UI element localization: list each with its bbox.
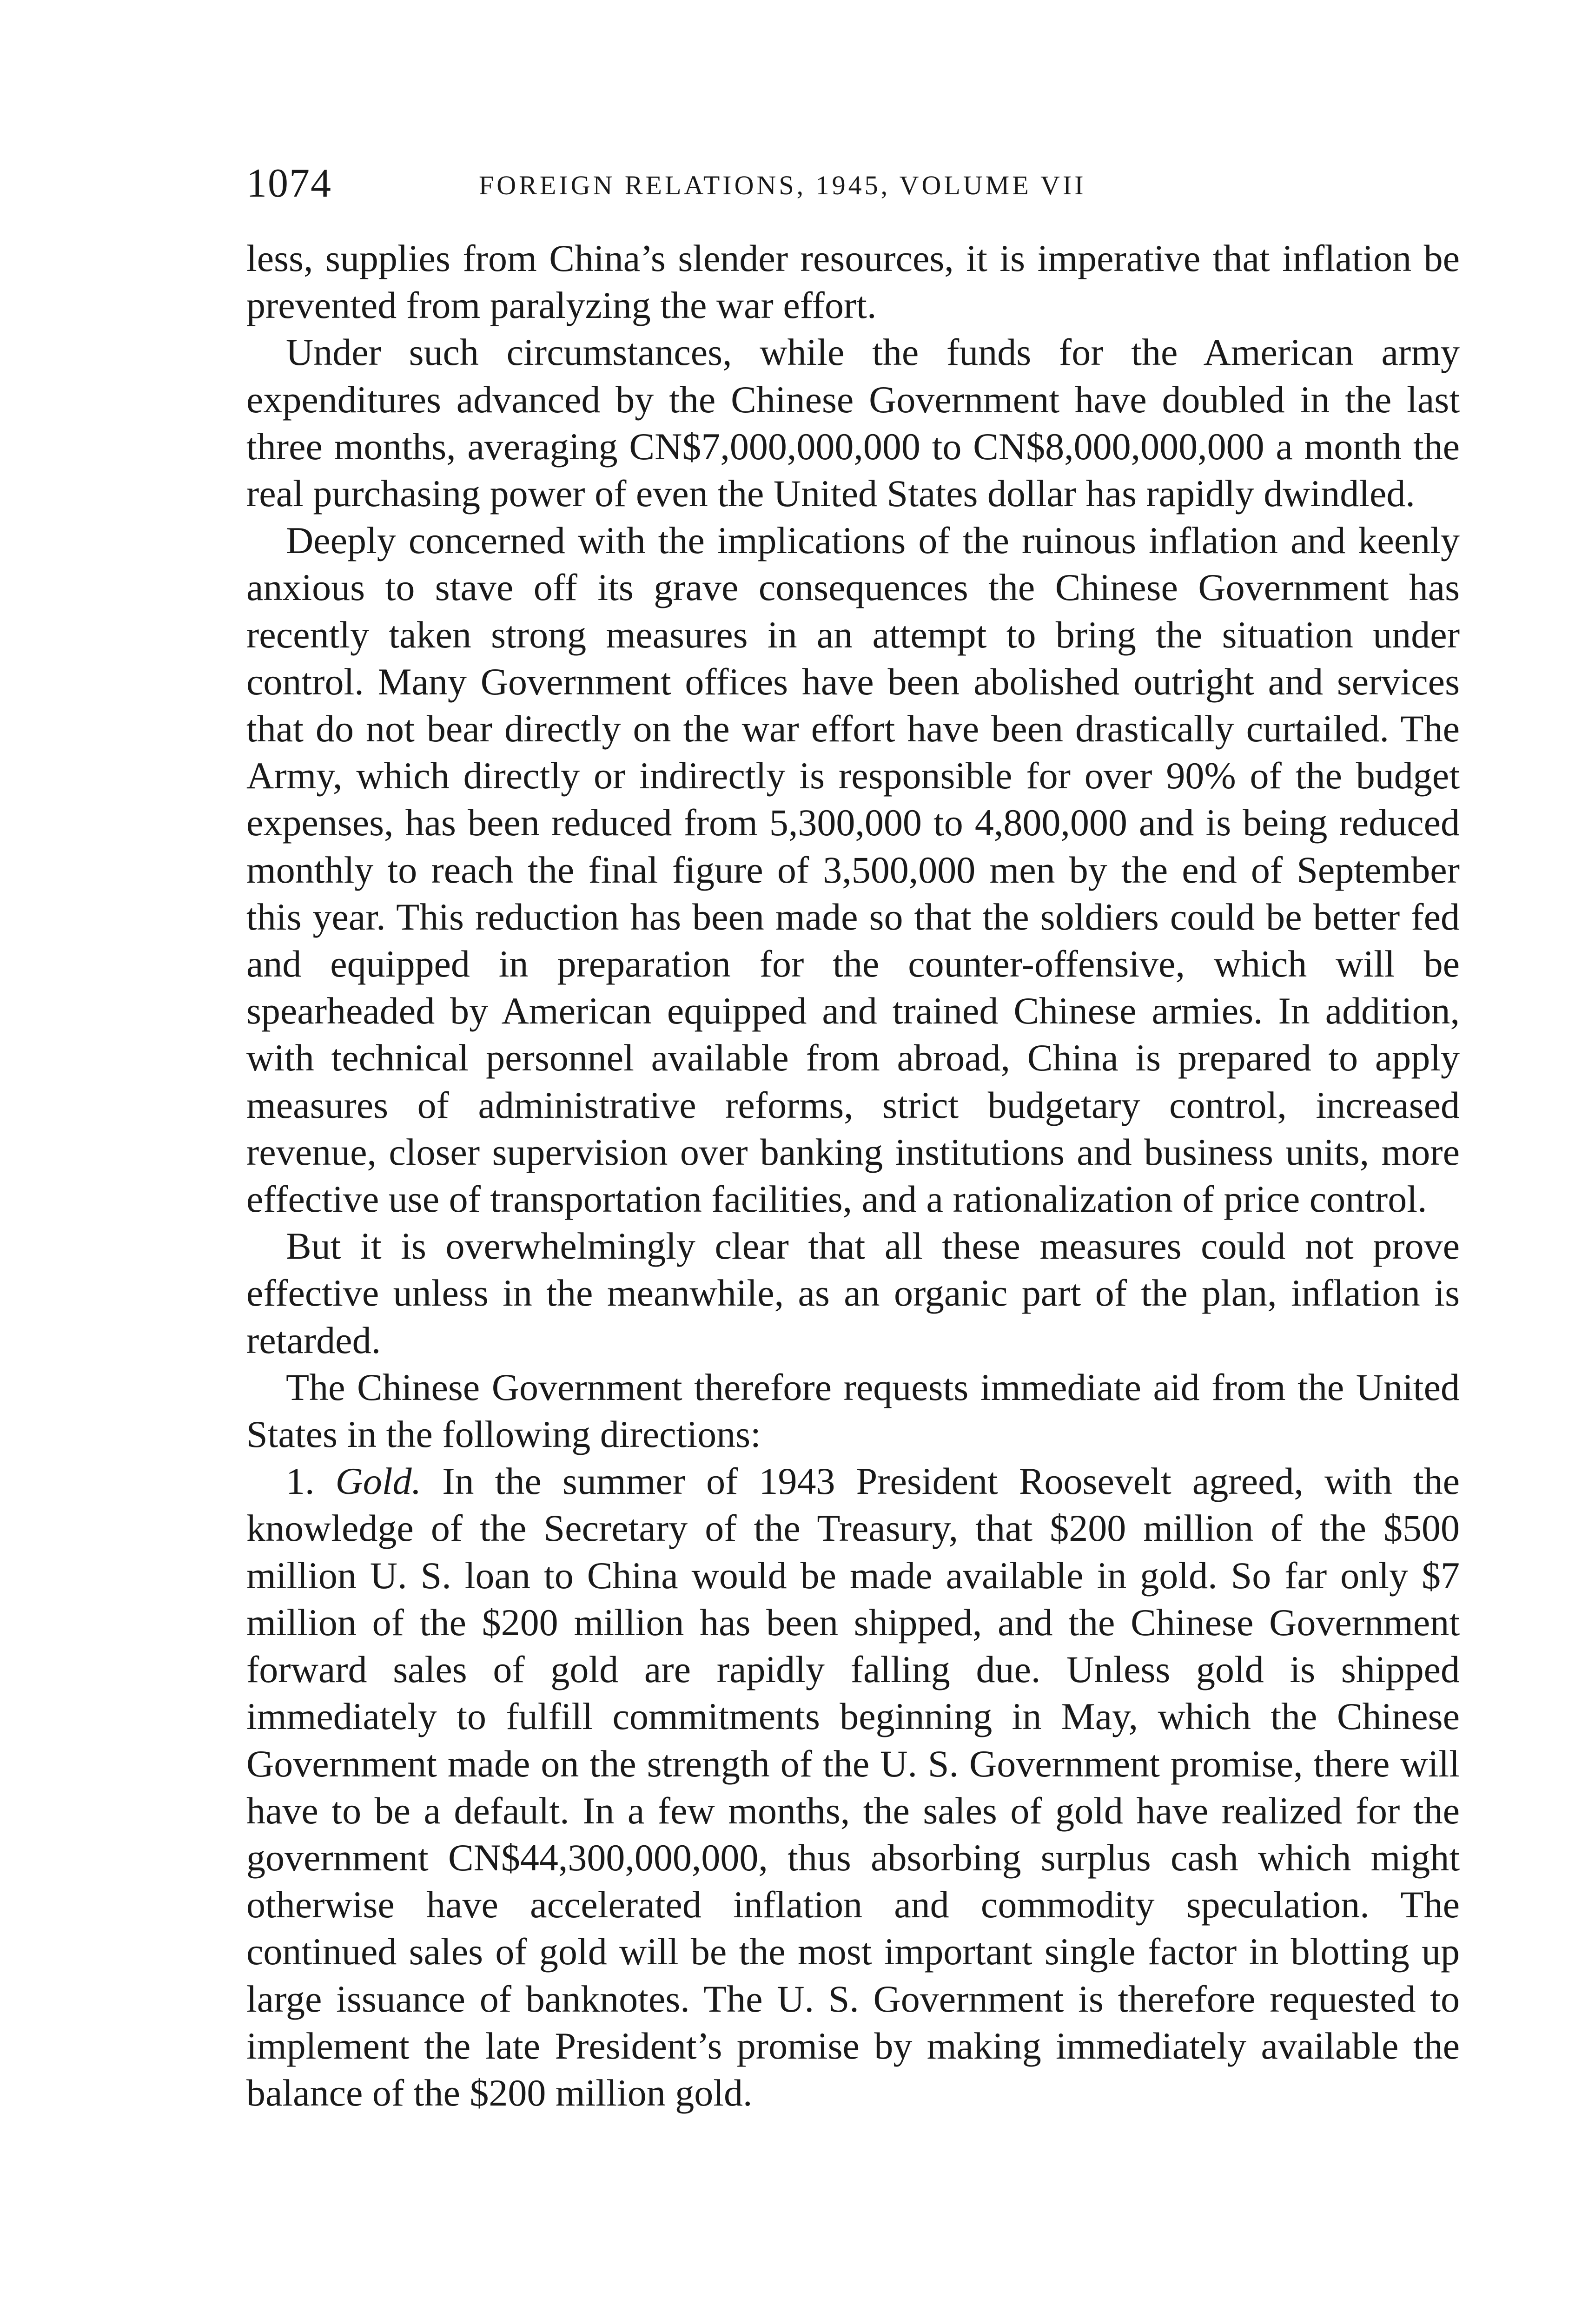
body-text [246,235,1460,2116]
item-text: In the summer of 1943 President Roosevelt agreed, with the knowledge of the Secretary of the Treasury, that $200 million of the $500 million U. S. loan to China would be made available in gold. So far only $7 million of the $200 million has been shipped, and the Chinese Government forward sales of gold are rapidly falling due. Unless gold is shipped immediately to fulfill commitments beginning in May, which the Chinese Government made on the strength of the U. S. Government promise, there will have to be a default. In a few months, the sales of gold have realized for the government CN$44,300,000,000, thus absorbing surplus cash which might otherwise have accelerated inflation and commodity speculation. The continued sales of gold will be the most important single factor in blotting up large issuance of banknotes. The U. S. Government is therefore requested to implement the late President’s promise by making immediately available the balance of the $200 million gold. [246,1460,1460,2114]
page-number: 1074 [246,161,332,206]
paragraph-inflation: But it is overwhelmingly clear that all these measures could not prove effective unless in the meanwhile, as an organic part of the plan, inflation is retarded. [246,1225,1460,1361]
paragraph-measures: Deeply concerned with the implications of the ruinous inflation and keenly anxious to stave off its grave consequences the Chinese Government has recently taken strong measures in an attempt to bring the situation under control. Many Government offices have been abolished outright and services that do not bear directly on the war effort have been drastically curtailed. The Army, which directly or indirectly is responsible for over 90% of the budget expenses, has been reduced from 5,300,000 to 4,800,000 and is being reduced monthly to reach the final figure of 3,500,000 men by the end of September this year. This reduction has been made so that the soldiers could be better fed and equipped in preparation for the counter-offensive, which will be spearheaded by American equipped and trained Chinese armies. In addition, with technical personnel available from abroad, China is prepared to apply measures of administrative reforms, strict budgetary control, increased revenue, closer supervision over banking institutions and business units, more effective use of transportation facilities, and a rationalization of price control. [246,519,1460,1221]
paragraph-funds: Under such circumstances, while the funds for the American army expenditures advanced by the Chinese Government have doubled in the last three months, averaging CN$7,000,000,000 to CN$8,000,000,000 a month the real purchasing power of even the United States dollar has rapidly dwindled. [246,331,1460,515]
item-lead-gold: Gold. [335,1460,422,1503]
running-title: FOREIGN RELATIONS, 1945, VOLUME VII [479,170,1086,200]
paragraph-request: The Chinese Government therefore requests immediate aid from the United States in the following directions: [246,1366,1460,1456]
running-header [246,156,1464,211]
paragraph-continued: less, supplies from China’s slender resources, it is imperative that inflation be prevented from paralyzing the war effort. [246,237,1460,327]
item-number: 1. [286,1460,315,1503]
paragraph-gold [246,1458,1460,2116]
